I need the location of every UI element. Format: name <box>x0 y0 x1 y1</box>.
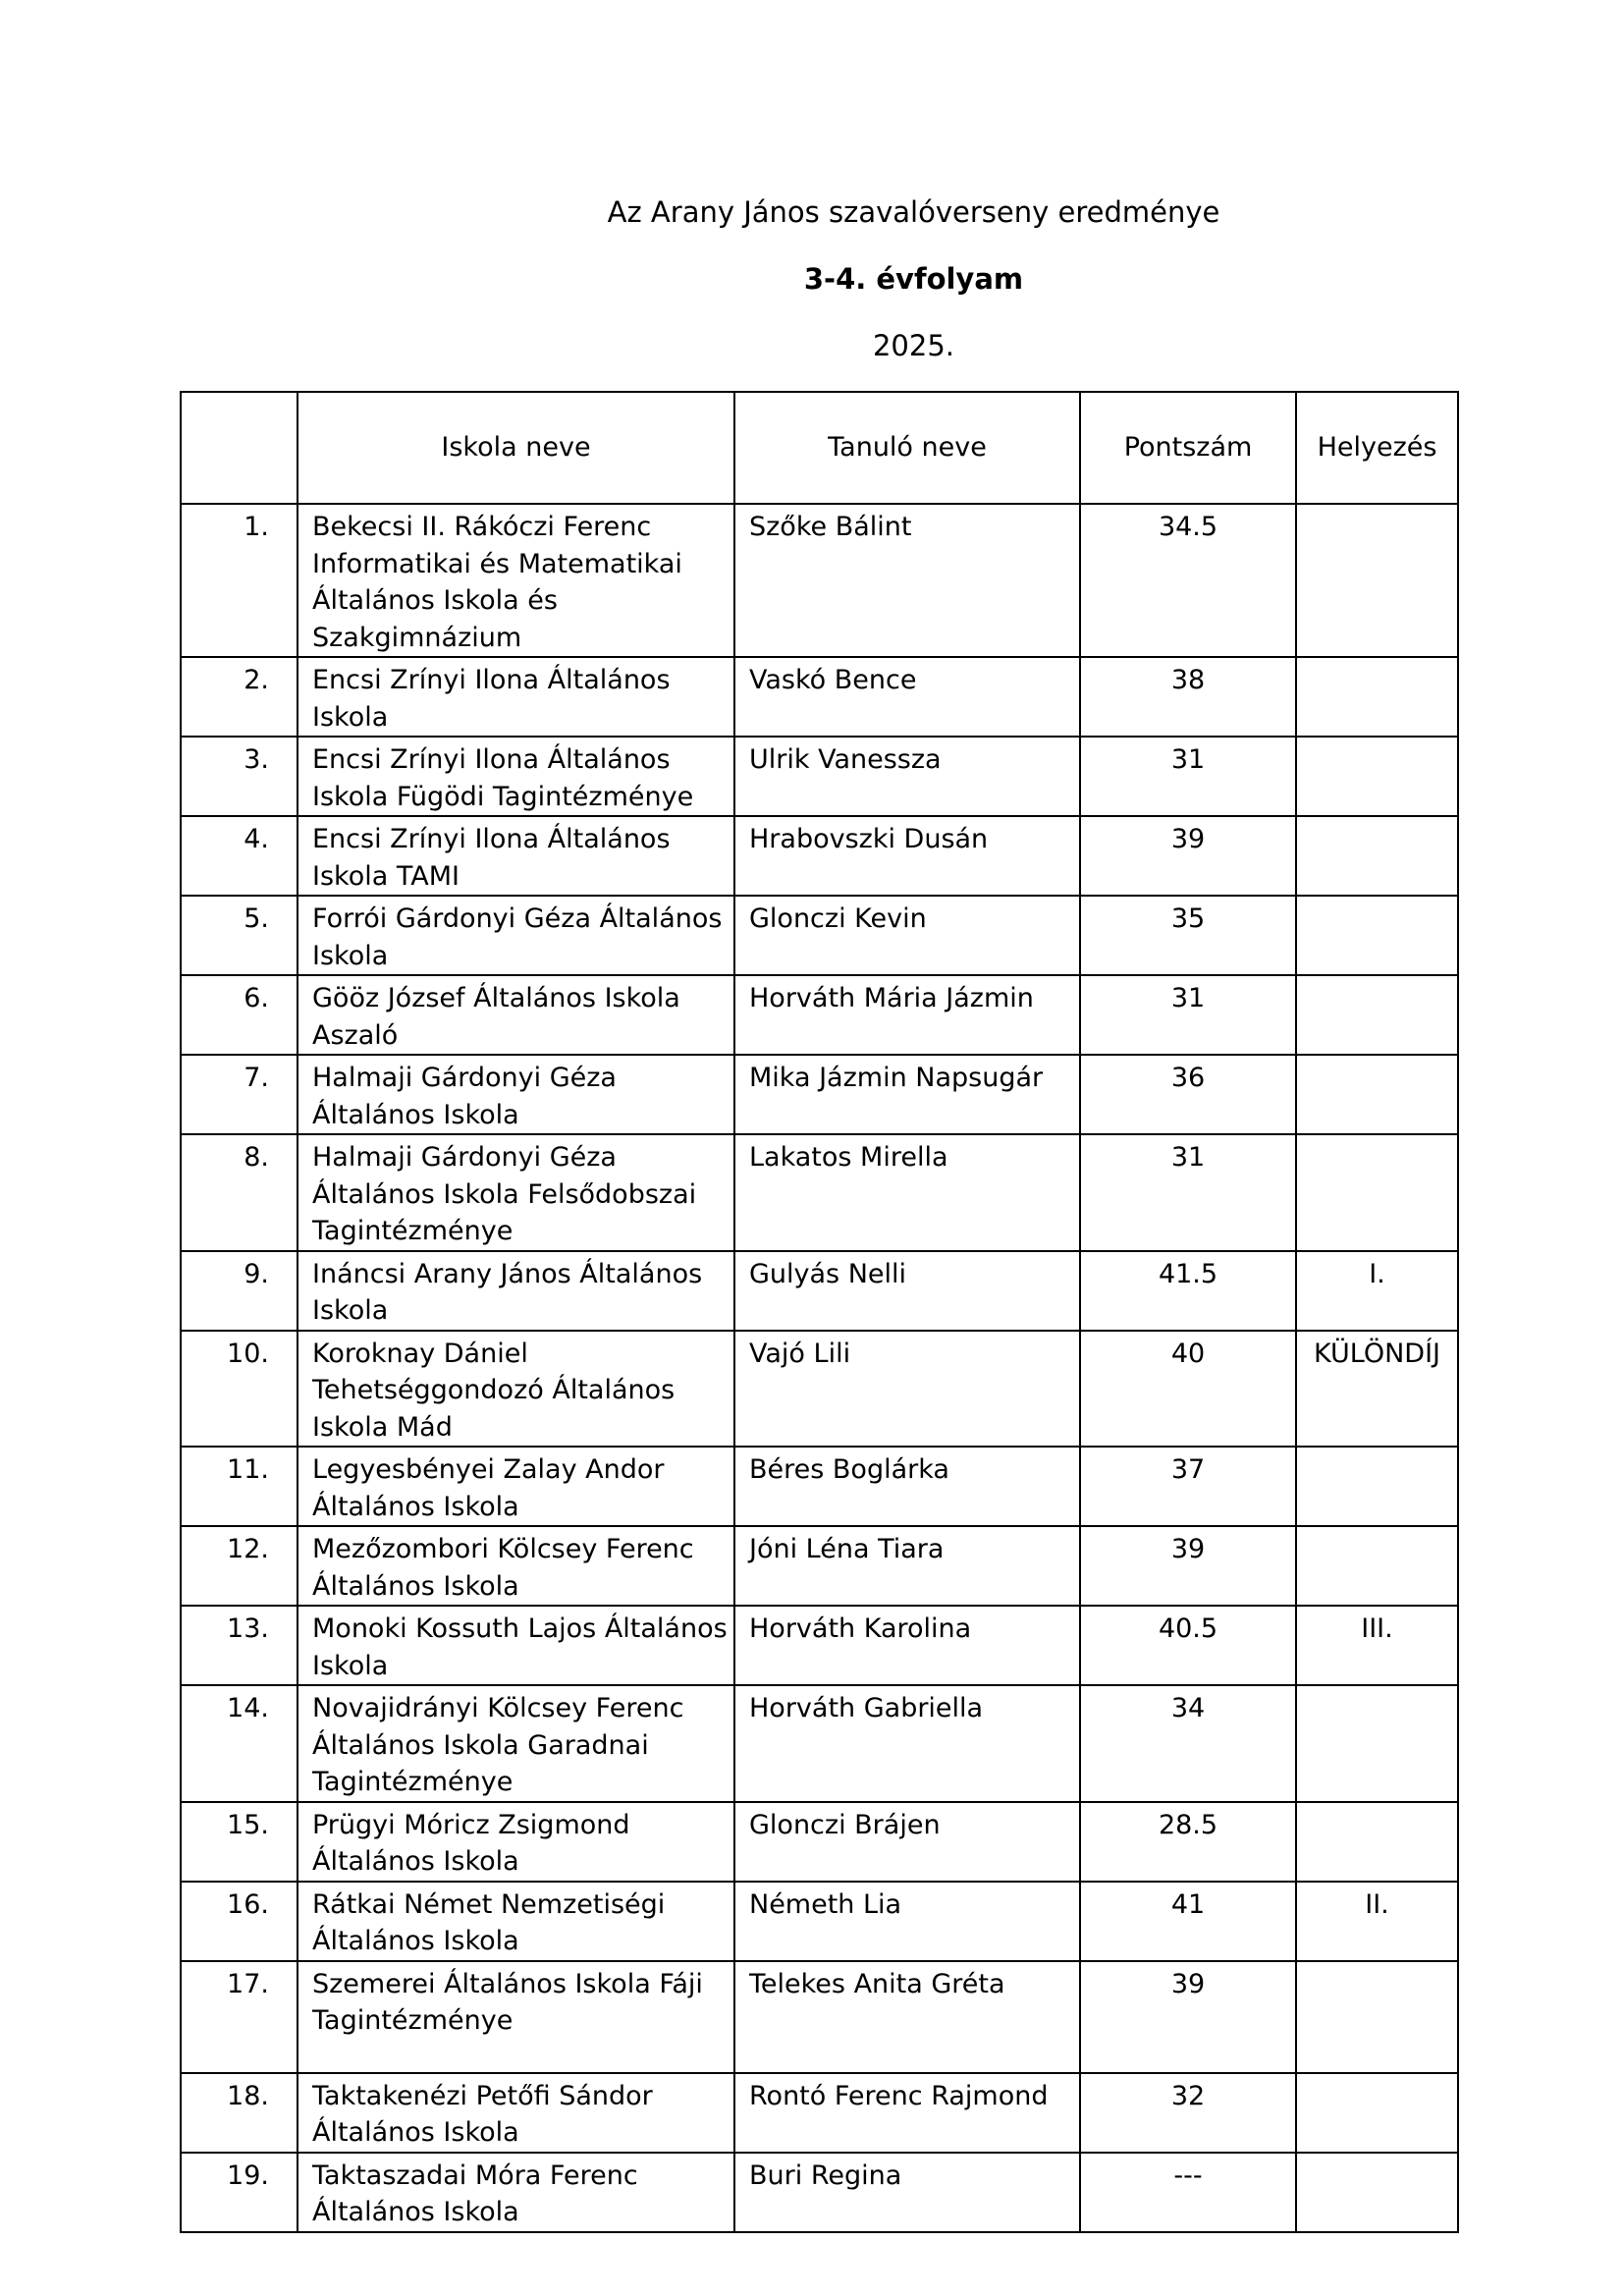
row-number: 15. <box>181 1802 298 1882</box>
school-name: Taktaszadai Móra Ferenc Általános Iskola <box>298 2153 734 2232</box>
table-row <box>181 1685 1458 1802</box>
school-name: Encsi Zrínyi Ilona Általános Iskola <box>298 657 734 737</box>
placement <box>1296 1685 1458 1802</box>
student-name: Gulyás Nelli <box>734 1251 1080 1331</box>
row-number: 11. <box>181 1447 298 1526</box>
placement <box>1296 975 1458 1055</box>
table-row <box>181 1526 1458 1606</box>
table-row <box>181 504 1458 657</box>
student-name: Vaskó Bence <box>734 657 1080 737</box>
placement: KÜLÖNDÍJ <box>1296 1331 1458 1448</box>
school-name: Halmaji Gárdonyi Géza Általános Iskola Felsődobszai Tagintézménye <box>298 1134 734 1251</box>
placement <box>1296 896 1458 975</box>
score: 39 <box>1080 1961 1296 2073</box>
student-name: Ulrik Vanessza <box>734 737 1080 816</box>
table-row <box>181 737 1458 816</box>
results-table <box>180 391 1459 2233</box>
row-number: 19. <box>181 2153 298 2232</box>
placement <box>1296 737 1458 816</box>
school-name: Szemerei Általános Iskola Fáji Tagintézménye <box>298 1961 734 2073</box>
table-row <box>181 975 1458 1055</box>
placement <box>1296 2073 1458 2153</box>
results-body <box>181 504 1458 2232</box>
score: 37 <box>1080 1447 1296 1526</box>
row-number: 3. <box>181 737 298 816</box>
placement <box>1296 1055 1458 1134</box>
row-number: 7. <box>181 1055 298 1134</box>
row-number: 10. <box>181 1331 298 1448</box>
header-school: Iskola neve <box>298 392 734 504</box>
score: 41 <box>1080 1882 1296 1961</box>
row-number: 9. <box>181 1251 298 1331</box>
table-row <box>181 1961 1458 2073</box>
school-name: Novajidrányi Kölcsey Ferenc Általános Iskola Garadnai Tagintézménye <box>298 1685 734 1802</box>
table-row <box>181 2153 1458 2232</box>
school-name: Prügyi Móricz Zsigmond Általános Iskola <box>298 1802 734 1882</box>
student-name: Buri Regina <box>734 2153 1080 2232</box>
table-row <box>181 657 1458 737</box>
school-name: Halmaji Gárdonyi Géza Általános Iskola <box>298 1055 734 1134</box>
placement: III. <box>1296 1606 1458 1685</box>
row-number: 18. <box>181 2073 298 2153</box>
table-row <box>181 2073 1458 2153</box>
student-name: Szőke Bálint <box>734 504 1080 657</box>
table-row <box>181 1331 1458 1448</box>
score: 34.5 <box>1080 504 1296 657</box>
header-score: Pontszám <box>1080 392 1296 504</box>
placement <box>1296 1526 1458 1606</box>
score: 31 <box>1080 1134 1296 1251</box>
placement <box>1296 657 1458 737</box>
row-number: 12. <box>181 1526 298 1606</box>
row-number: 17. <box>181 1961 298 2073</box>
row-number: 6. <box>181 975 298 1055</box>
placement <box>1296 816 1458 896</box>
score: --- <box>1080 2153 1296 2232</box>
placement <box>1296 1961 1458 2073</box>
school-name: Legyesbényei Zalay Andor Általános Iskola <box>298 1447 734 1526</box>
score: 28.5 <box>1080 1802 1296 1882</box>
row-number: 8. <box>181 1134 298 1251</box>
student-name: Telekes Anita Gréta <box>734 1961 1080 2073</box>
student-name: Horváth Mária Jázmin <box>734 975 1080 1055</box>
row-number: 4. <box>181 816 298 896</box>
student-name: Mika Jázmin Napsugár <box>734 1055 1080 1134</box>
school-name: Monoki Kossuth Lajos Általános Iskola <box>298 1606 734 1685</box>
school-name: Encsi Zrínyi Ilona Általános Iskola TAMI <box>298 816 734 896</box>
table-row <box>181 896 1458 975</box>
score: 39 <box>1080 1526 1296 1606</box>
school-name: Bekecsi II. Rákóczi Ferenc Informatikai és Matematikai Általános Iskola és Szakgimnázium <box>298 504 734 657</box>
header-place: Helyezés <box>1296 392 1458 504</box>
table-header-row <box>181 392 1458 504</box>
row-number: 16. <box>181 1882 298 1961</box>
placement <box>1296 504 1458 657</box>
table-row <box>181 1802 1458 1882</box>
row-number: 2. <box>181 657 298 737</box>
row-number: 14. <box>181 1685 298 1802</box>
row-number: 1. <box>181 504 298 657</box>
score: 39 <box>1080 816 1296 896</box>
score: 31 <box>1080 975 1296 1055</box>
student-name: Jóni Léna Tiara <box>734 1526 1080 1606</box>
score: 40 <box>1080 1331 1296 1448</box>
score: 31 <box>1080 737 1296 816</box>
score: 34 <box>1080 1685 1296 1802</box>
placement <box>1296 1447 1458 1526</box>
school-name: Ináncsi Arany János Általános Iskola <box>298 1251 734 1331</box>
student-name: Rontó Ferenc Rajmond <box>734 2073 1080 2153</box>
placement <box>1296 2153 1458 2232</box>
document-title: Az Arany János szavalóverseny eredménye <box>607 195 1220 229</box>
school-name: Encsi Zrínyi Ilona Általános Iskola Fügödi Tagintézménye <box>298 737 734 816</box>
year-label: 2025. <box>872 329 955 362</box>
table-row <box>181 1251 1458 1331</box>
student-name: Hrabovszki Dusán <box>734 816 1080 896</box>
table-row <box>181 816 1458 896</box>
row-number: 5. <box>181 896 298 975</box>
student-name: Vajó Lili <box>734 1331 1080 1448</box>
placement <box>1296 1134 1458 1251</box>
school-name: Forrói Gárdonyi Géza Általános Iskola <box>298 896 734 975</box>
table-row <box>181 1882 1458 1961</box>
row-number: 13. <box>181 1606 298 1685</box>
score: 36 <box>1080 1055 1296 1134</box>
student-name: Németh Lia <box>734 1882 1080 1961</box>
score: 35 <box>1080 896 1296 975</box>
school-name: Gööz József Általános Iskola Aszaló <box>298 975 734 1055</box>
score: 40.5 <box>1080 1606 1296 1685</box>
score: 38 <box>1080 657 1296 737</box>
student-name: Lakatos Mirella <box>734 1134 1080 1251</box>
student-name: Horváth Karolina <box>734 1606 1080 1685</box>
school-name: Mezőzombori Kölcsey Ferenc Általános Iskola <box>298 1526 734 1606</box>
table-row <box>181 1055 1458 1134</box>
header-number <box>181 392 298 504</box>
table-row <box>181 1447 1458 1526</box>
table-row <box>181 1606 1458 1685</box>
header-student: Tanuló neve <box>734 392 1080 504</box>
placement: I. <box>1296 1251 1458 1331</box>
grade-subtitle: 3-4. évfolyam <box>803 262 1024 296</box>
score: 41.5 <box>1080 1251 1296 1331</box>
table-row <box>181 1134 1458 1251</box>
student-name: Horváth Gabriella <box>734 1685 1080 1802</box>
student-name: Béres Boglárka <box>734 1447 1080 1526</box>
student-name: Glonczi Kevin <box>734 896 1080 975</box>
school-name: Rátkai Német Nemzetiségi Általános Iskola <box>298 1882 734 1961</box>
placement: II. <box>1296 1882 1458 1961</box>
placement <box>1296 1802 1458 1882</box>
score: 32 <box>1080 2073 1296 2153</box>
student-name: Glonczi Brájen <box>734 1802 1080 1882</box>
school-name: Taktakenézi Petőfi Sándor Általános Iskola <box>298 2073 734 2153</box>
school-name: Koroknay Dániel Tehetséggondozó Általános Iskola Mád <box>298 1331 734 1448</box>
